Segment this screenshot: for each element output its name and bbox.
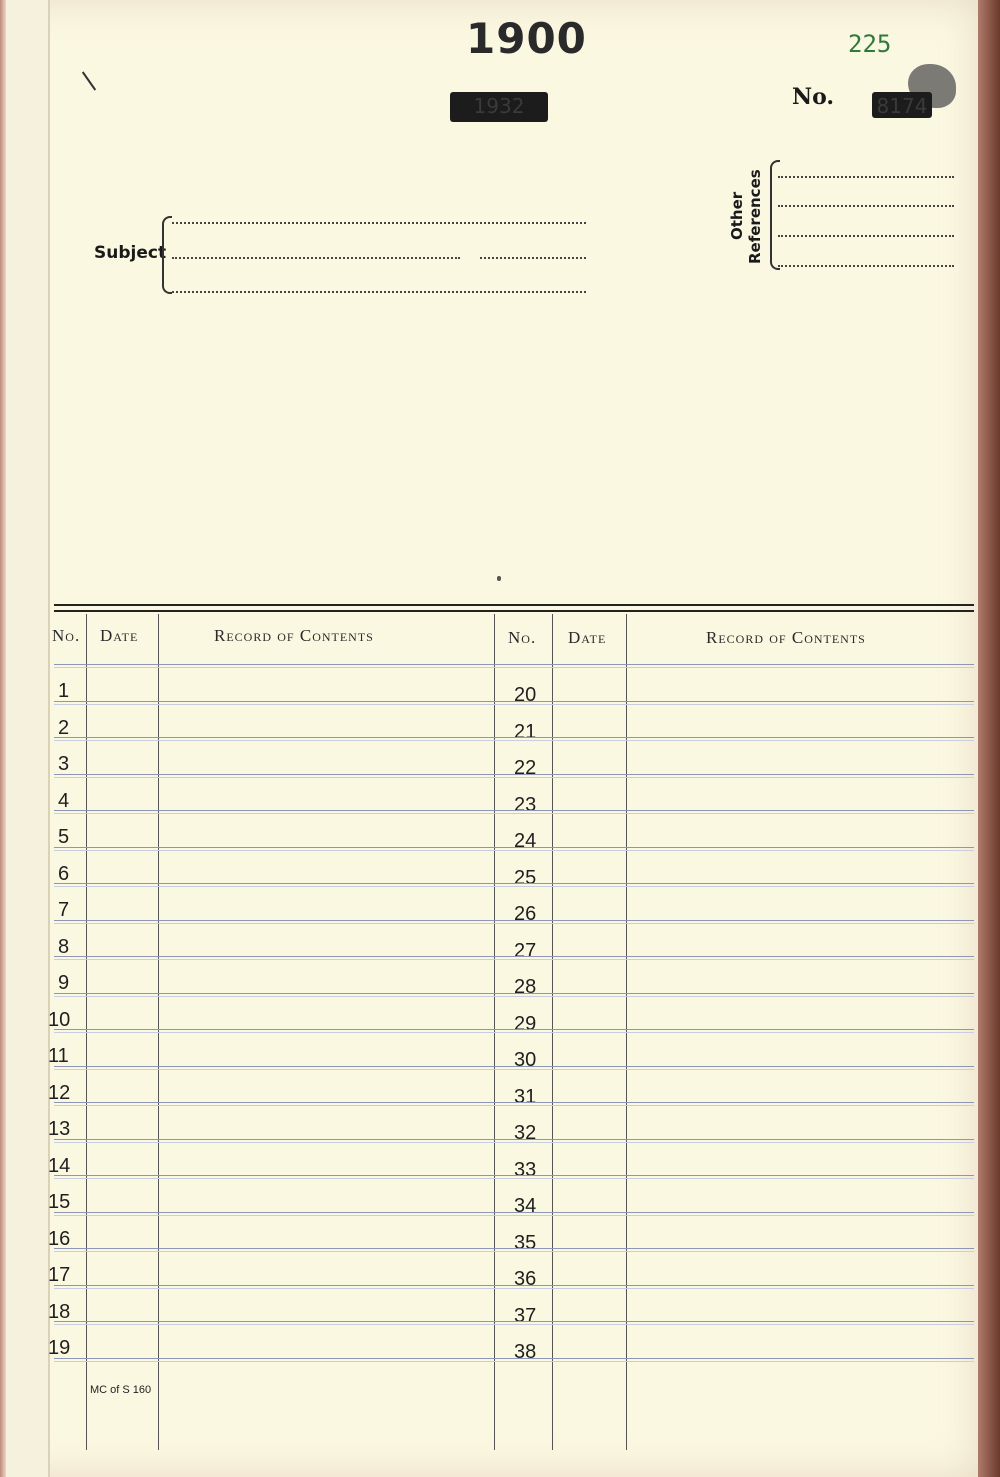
row-rule-faint: [54, 959, 974, 960]
row-number-right: 36: [514, 1268, 537, 1290]
file-number-label: No.: [792, 84, 835, 110]
row-number-right: 26: [514, 903, 537, 925]
subject-brace: [162, 216, 172, 294]
row-number-right: 31: [514, 1085, 537, 1108]
row-rule-faint: [54, 996, 974, 997]
row-number-left: 5: [58, 826, 70, 848]
row-rule-faint: [54, 886, 974, 887]
row-number-right: 20: [514, 684, 537, 706]
subject-line-2a: [172, 257, 460, 259]
row-rule-faint: [54, 1215, 974, 1216]
row-rule: [54, 1358, 974, 1359]
other-references-label: [724, 160, 774, 270]
row-rule: [54, 1321, 974, 1322]
row-rule-faint: [54, 813, 974, 814]
references-label: References: [746, 169, 764, 264]
row-rule: [54, 1066, 974, 1067]
row-number-right: 21: [514, 720, 537, 743]
subject-label: Subject: [94, 243, 167, 263]
row-number-left: 9: [58, 972, 70, 994]
speck: [497, 576, 501, 581]
redacted-file-number: 8174: [872, 92, 932, 118]
subject-line-3: [172, 291, 586, 293]
row-rule: [54, 1285, 974, 1286]
row-rule: [54, 1175, 974, 1176]
row-rule-faint: [54, 1288, 974, 1289]
row-number-left: 19: [48, 1337, 71, 1359]
row-rule-faint: [54, 1178, 974, 1179]
row-rule: [54, 810, 974, 811]
row-number-left: 18: [48, 1300, 71, 1323]
row-number-left: 7: [58, 899, 70, 921]
row-rule: [54, 847, 974, 848]
row-number-right: 22: [514, 757, 537, 779]
row-number-left: 11: [48, 1045, 69, 1067]
row-number-right: 33: [514, 1158, 537, 1181]
row-rule: [54, 993, 974, 994]
header-date-right: Date: [568, 628, 607, 647]
row-rule: [54, 956, 974, 957]
row-rule-faint: [54, 850, 974, 851]
row-rule: [54, 1139, 974, 1140]
subject-line-2b: [480, 257, 586, 259]
row-rule-faint: [54, 1105, 974, 1106]
table-top-rule-double: [54, 610, 974, 612]
row-rule: [54, 701, 974, 702]
row-number-left: 1: [58, 680, 70, 702]
row-number-right: 25: [514, 866, 537, 889]
row-number-left: 14: [48, 1154, 71, 1177]
reference-line-1: [778, 176, 954, 178]
row-number-left: 17: [48, 1264, 71, 1286]
reference-line-4: [778, 265, 954, 267]
row-rule: [54, 920, 974, 921]
row-rule-faint: [54, 1324, 974, 1325]
row-number-right: 29: [514, 1012, 537, 1035]
row-number-right: 34: [514, 1195, 537, 1217]
header-no-right: No.: [508, 628, 537, 647]
row-rule: [54, 1029, 974, 1030]
row-number-left: 2: [58, 716, 70, 739]
reference-line-3: [778, 235, 954, 237]
row-rule: [54, 1212, 974, 1213]
row-number-right: 23: [514, 793, 537, 816]
row-number-left: 8: [58, 935, 70, 958]
row-number-left: 13: [48, 1118, 71, 1140]
row-rule-faint: [54, 1361, 974, 1362]
row-rule: [54, 883, 974, 884]
row-number-right: 27: [514, 939, 537, 962]
header-record-right: Record of Contents: [706, 628, 866, 647]
row-number-left: 4: [58, 789, 70, 812]
row-number-right: 37: [514, 1304, 537, 1327]
row-rule: [54, 774, 974, 775]
row-number-right: 32: [514, 1122, 537, 1144]
other-label: Other: [728, 191, 746, 240]
row-number-left: 16: [48, 1227, 71, 1250]
row-rule-faint: [54, 1032, 974, 1033]
row-rule: [54, 1102, 974, 1103]
row-rule: [54, 737, 974, 738]
row-rule: [54, 664, 974, 665]
form-code: MC of S 160: [90, 1384, 152, 1396]
header-no-left: No.: [52, 626, 81, 645]
row-rule-faint: [54, 777, 974, 778]
header-record-left: Record of Contents: [214, 626, 374, 645]
row-number-right: 38: [514, 1341, 537, 1363]
subject-line-1: [172, 222, 586, 224]
spine-edge: [0, 0, 6, 1477]
row-rule-faint: [54, 1251, 974, 1252]
row-rule: [54, 1248, 974, 1249]
table-top-rule: [54, 604, 974, 606]
row-rule-faint: [54, 704, 974, 705]
row-number-left: 15: [48, 1191, 71, 1213]
row-number-left: 10: [48, 1008, 71, 1031]
row-rule-faint: [54, 667, 974, 668]
row-rule-faint: [54, 740, 974, 741]
page-edge-right: [978, 0, 1000, 1477]
serial-stamp: 225: [848, 30, 892, 58]
row-number-left: 3: [58, 753, 70, 775]
year-heading: 1900: [466, 14, 587, 63]
row-rule-faint: [54, 1069, 974, 1070]
row-number-right: 28: [514, 976, 537, 998]
row-number-left: 12: [48, 1081, 71, 1104]
row-number-right: 24: [514, 830, 537, 852]
header-date-left: Date: [100, 626, 139, 645]
redacted-year: 1932: [450, 92, 548, 122]
binding-spine: [0, 0, 50, 1477]
pencil-mark: [82, 71, 96, 90]
row-number-left: 6: [58, 862, 70, 885]
row-rule-faint: [54, 923, 974, 924]
row-rule-faint: [54, 1142, 974, 1143]
row-number-right: 35: [514, 1231, 537, 1254]
reference-line-2: [778, 205, 954, 207]
row-number-right: 30: [514, 1049, 537, 1071]
